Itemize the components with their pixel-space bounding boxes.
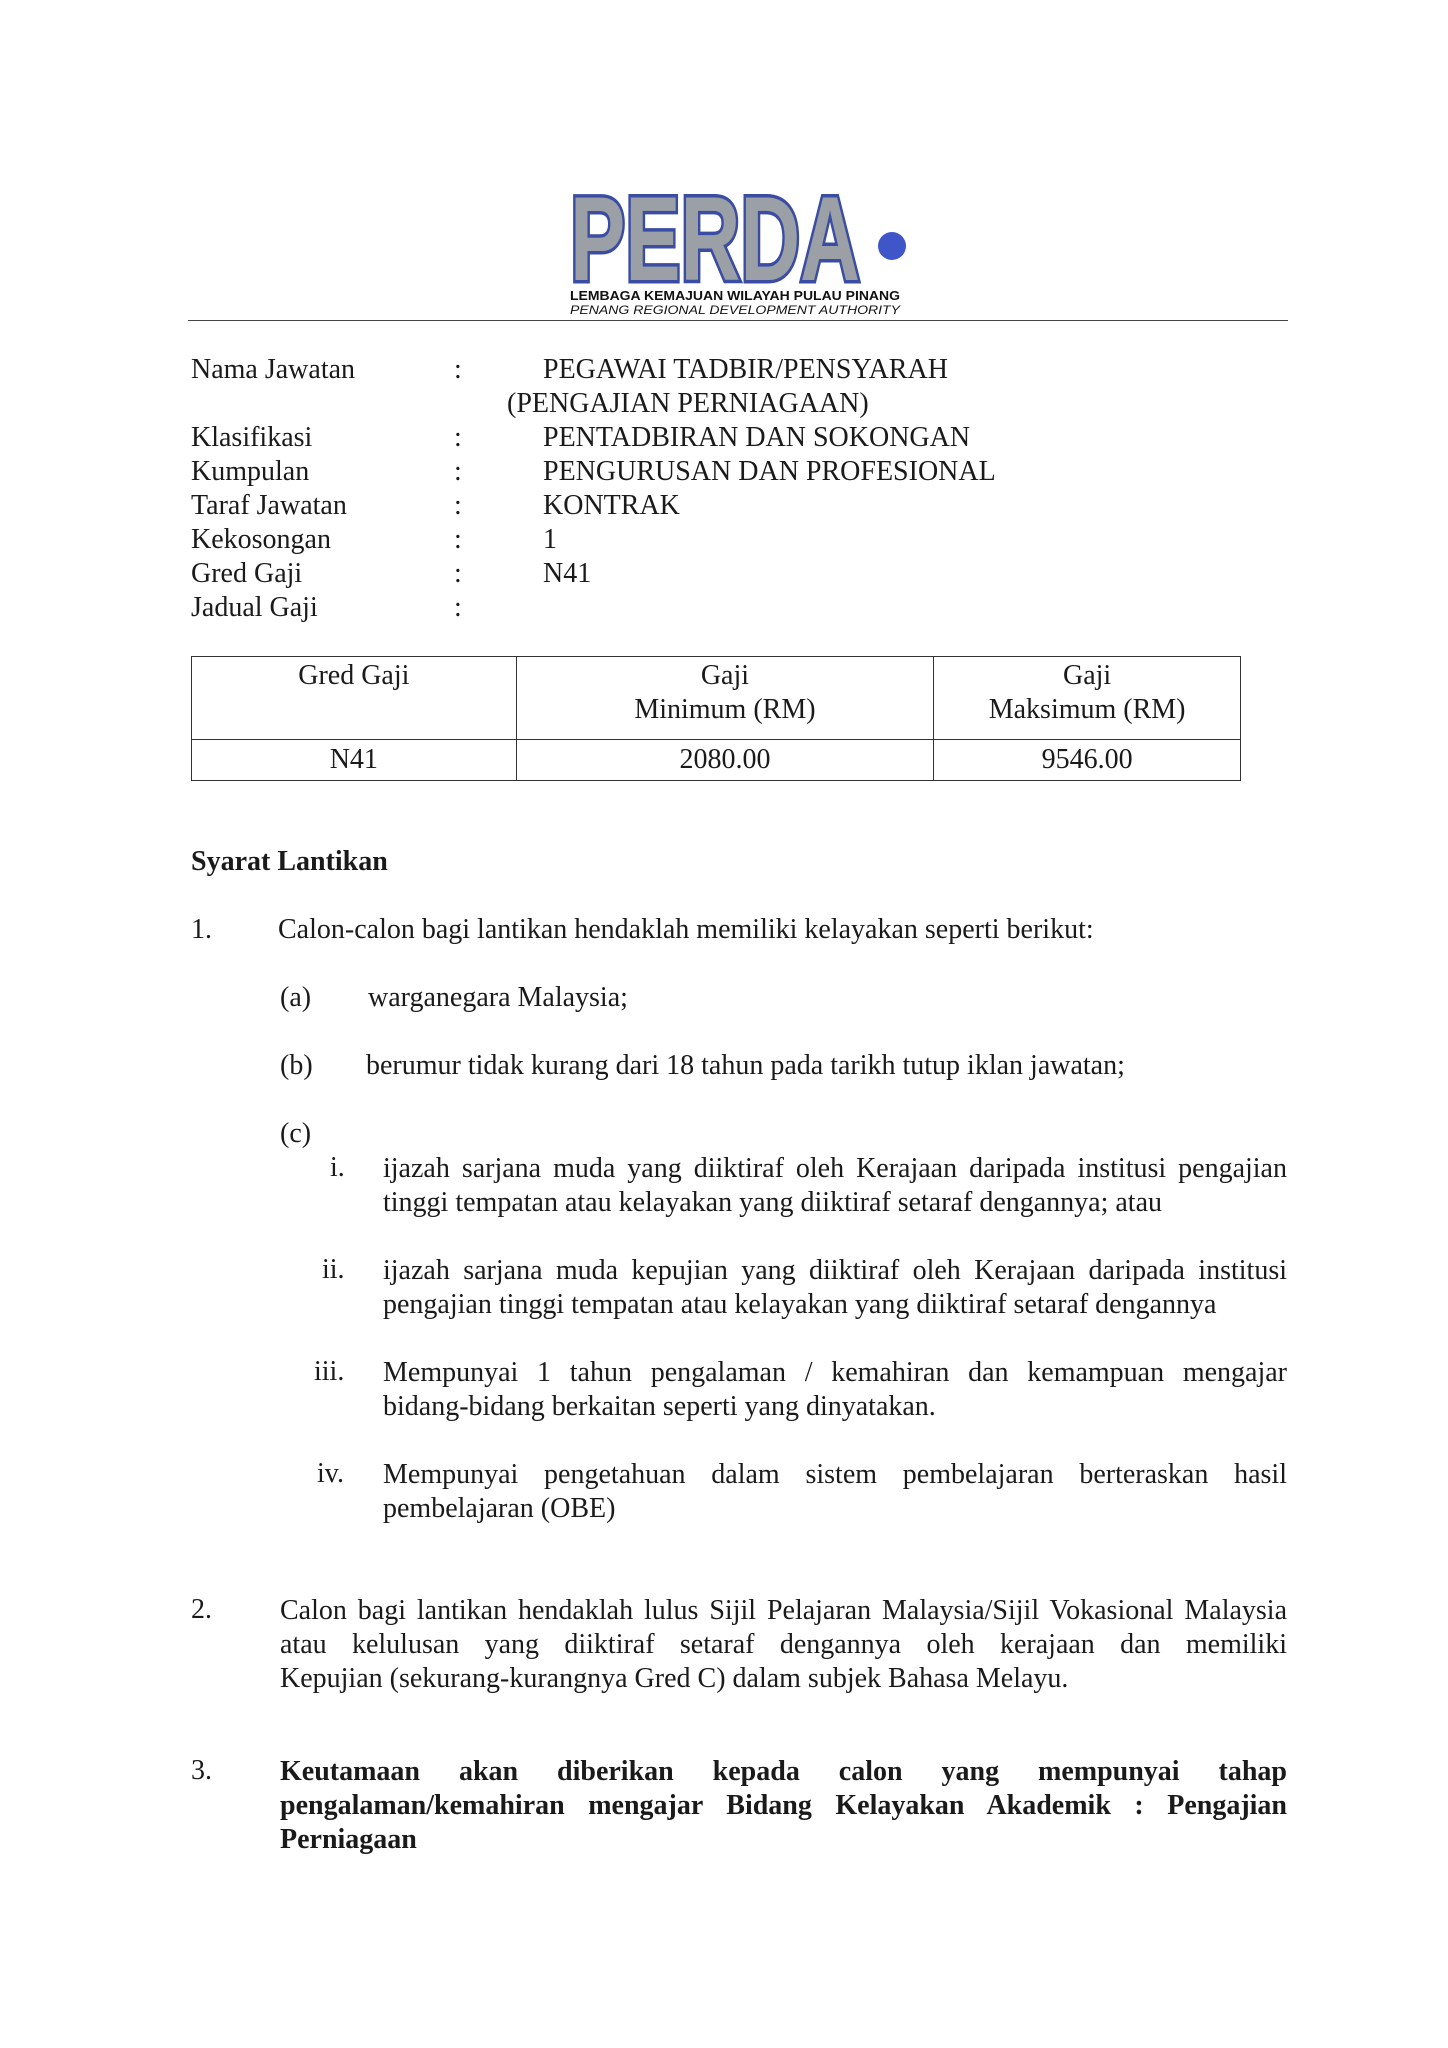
field-colon: : (454, 524, 462, 555)
roman-item (383, 1458, 1287, 1526)
header-text: Maksimum (RM) (988, 694, 1186, 725)
paragraph-line: Malaysia atau kelulusan yang diiktiraf setaraf dengannya oleh kerajaan dan memiliki (280, 1595, 1288, 1660)
header-text: Gred Gaji (298, 660, 410, 691)
logo-subtitle-malay: LEMBAGA KEMAJUAN WILAYAH PULAU PINANG (570, 288, 900, 303)
sub-item-text: berumur tidak kurang dari 18 tahun pada tarikh tutup iklan jawatan; (366, 1050, 1125, 1081)
table-header-cell (192, 657, 517, 740)
paragraph-line: Perniagaan (280, 1824, 417, 1855)
field-colon: : (454, 354, 462, 385)
item-text: Calon-calon bagi lantikan hendaklah memiliki kelayakan seperti berikut: (278, 914, 1094, 945)
paragraph-line: Calon bagi lantikan hendaklah lulus Sijil Pelajaran Malaysia/Sijil Vokasional (280, 1595, 1174, 1626)
roman-number: ii. (322, 1254, 345, 1285)
header-text: Minimum (RM) (634, 694, 816, 725)
perda-logo (566, 168, 906, 316)
table-cell: 2080.00 (516, 740, 934, 781)
table-header-cell (934, 657, 1241, 740)
field-colon: : (454, 456, 462, 487)
field-label: Jadual Gaji (191, 592, 318, 623)
field-colon: : (454, 422, 462, 453)
logo-dot (878, 232, 906, 260)
field-label: Klasifikasi (191, 422, 313, 453)
field-value: 1 (543, 524, 557, 555)
roman-number: iv. (317, 1458, 344, 1489)
item-number: 2. (191, 1594, 212, 1625)
item-number: 1. (191, 914, 212, 945)
roman-text-line: bidang-bidang berkaitan seperti yang dinyatakan. (383, 1391, 936, 1422)
roman-text-line: pembelajaran (OBE) (383, 1493, 616, 1524)
roman-number: i. (330, 1152, 345, 1183)
roman-text-line: Mempunyai 1 tahun pengalaman / kemahiran dan kemampuan mengajar (383, 1357, 1287, 1388)
field-value: KONTRAK (543, 490, 680, 521)
roman-text-line: ijazah sarjana muda kepujian yang diiktiraf oleh Kerajaan daripada institusi (383, 1255, 1287, 1286)
roman-item (383, 1254, 1287, 1322)
roman-text-line: tinggi tempatan atau kelayakan yang diiktiraf setaraf dengannya; atau (383, 1187, 1163, 1218)
field-label: Taraf Jawatan (191, 490, 347, 521)
logo-wordmark: PERDA (570, 172, 860, 306)
field-colon: : (454, 592, 462, 623)
roman-item (383, 1356, 1287, 1424)
perda-logo-graphic (566, 168, 906, 316)
table-header-cell (516, 657, 934, 740)
field-label: Kumpulan (191, 456, 310, 487)
salary-table (191, 656, 1241, 781)
item-paragraph (280, 1594, 1287, 1696)
logo-subtitle-english: PENANG REGIONAL DEVELOPMENT AUTHORITY (570, 303, 902, 316)
field-colon: : (454, 558, 462, 589)
table-row (192, 740, 1241, 781)
sub-item-label: (a) (280, 982, 312, 1013)
field-value: PENGURUSAN DAN PROFESIONAL (543, 456, 996, 487)
field-value: PEGAWAI TADBIR/PENSYARAH (543, 354, 948, 385)
header-text: Gaji (700, 660, 750, 691)
field-value: PENTADBIRAN DAN SOKONGAN (543, 422, 971, 453)
table-cell: N41 (192, 740, 517, 781)
table-header-row (192, 657, 1241, 740)
table-cell: 9546.00 (934, 740, 1241, 781)
paragraph-line: pengalaman/kemahiran mengajar Bidang Kelayakan Akademik : Pengajian (280, 1790, 1287, 1821)
field-label: Nama Jawatan (191, 354, 356, 385)
field-value-cont: (PENGAJIAN PERNIAGAAN) (507, 388, 869, 419)
roman-text-line: Mempunyai pengetahuan dalam sistem pembelajaran berteraskan hasil (383, 1459, 1287, 1490)
roman-number: iii. (314, 1356, 345, 1387)
item-paragraph-emphasis (280, 1755, 1287, 1857)
header-rule (188, 320, 1288, 321)
header-text: Gaji (1063, 660, 1112, 691)
paragraph-line: Keutamaan akan diberikan kepada calon yang mempunyai tahap (280, 1756, 1287, 1787)
paragraph-line: Kepujian (sekurang-kurangnya Gred C) dalam subjek Bahasa Melayu. (280, 1663, 1069, 1694)
roman-item (383, 1152, 1287, 1220)
sub-item-text: warganegara Malaysia; (368, 982, 628, 1013)
field-value: N41 (543, 558, 592, 589)
field-colon: : (454, 490, 462, 521)
roman-text-line: ijazah sarjana muda yang diiktiraf oleh Kerajaan daripada institusi pengajian (383, 1153, 1287, 1184)
sub-item-label: (c) (280, 1118, 312, 1149)
section-title: Syarat Lantikan (191, 846, 388, 877)
field-label: Kekosongan (191, 524, 331, 555)
item-number: 3. (191, 1755, 212, 1786)
field-label: Gred Gaji (191, 558, 303, 589)
roman-text-line: pengajian tinggi tempatan atau kelayakan yang diiktiraf setaraf dengannya (383, 1289, 1217, 1320)
sub-item-label: (b) (280, 1050, 313, 1081)
